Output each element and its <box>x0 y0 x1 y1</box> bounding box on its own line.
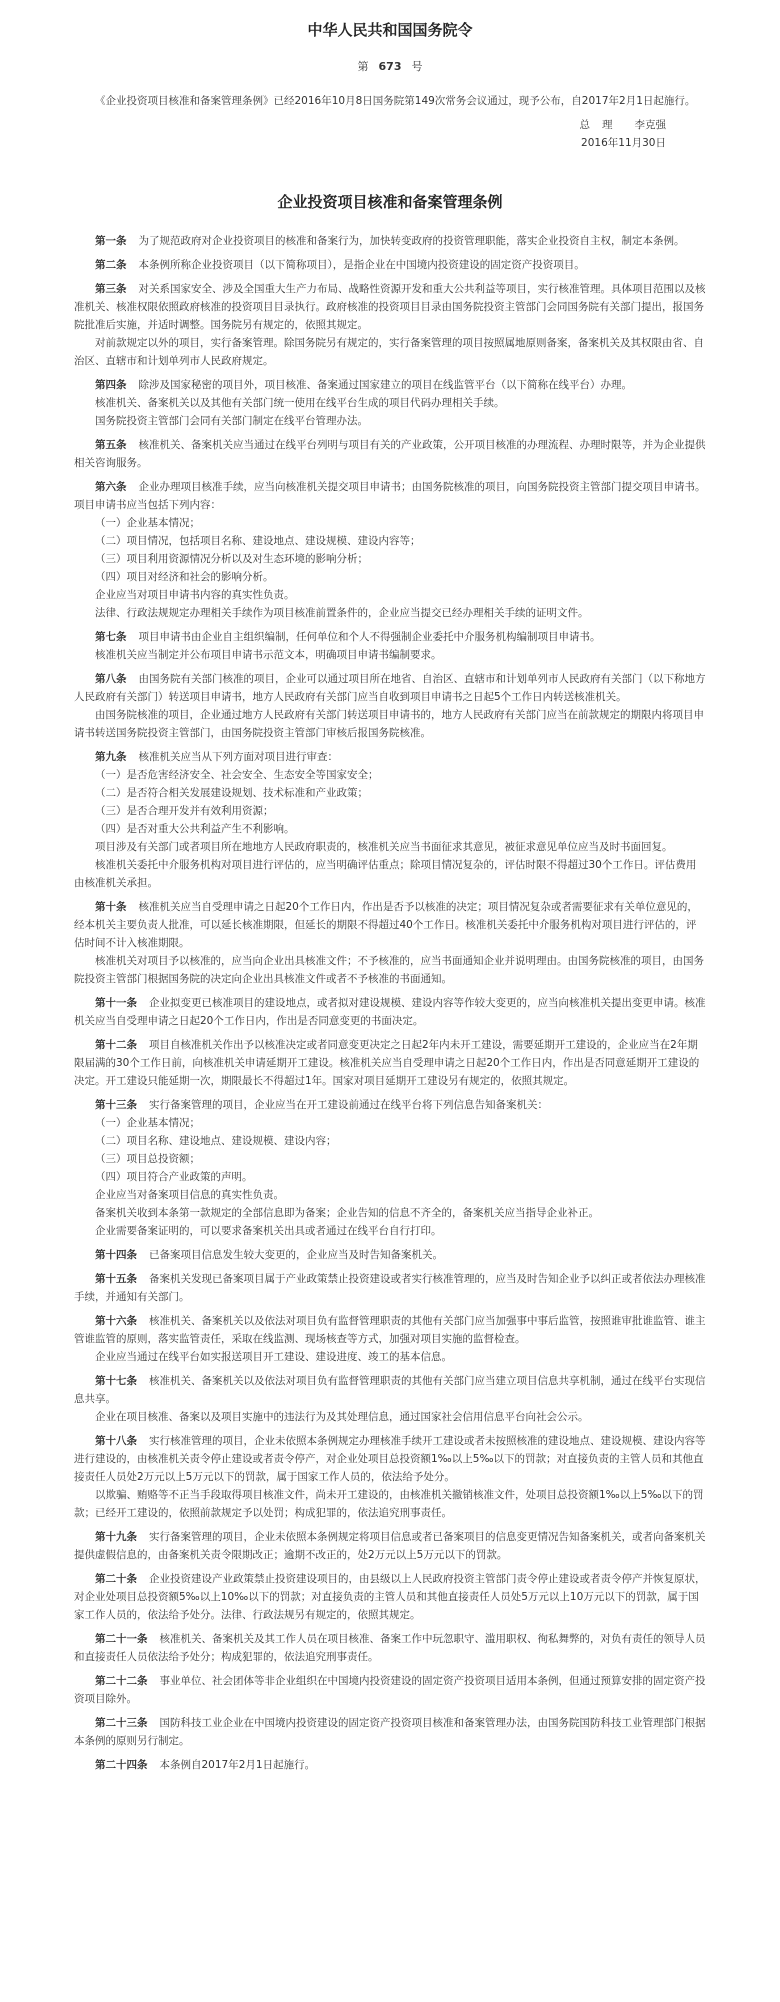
article-text: 备案机关发现已备案项目属于产业政策禁止投资建设或者实行核准管理的，应当及时告知企业予以纠正或者依法办理核准手续，并通知有关部门。 <box>74 1273 706 1303</box>
article-paragraph <box>74 748 706 766</box>
article-paragraph <box>74 1672 706 1708</box>
article-paragraph <box>74 1246 706 1264</box>
article-paragraph <box>74 1528 706 1564</box>
article-subparagraph <box>74 1186 706 1204</box>
article-text: （二）是否符合相关发展建设规划、技术标准和产业政策； <box>95 787 368 799</box>
article-text: 事业单位、社会团体等非企业组织在中国境内投资建设的固定资产投资项目适用本条例，但通过预算安排的固定资产投资项目除外。 <box>74 1675 706 1705</box>
article-label: 第七条 <box>95 631 127 643</box>
article-label: 第二十二条 <box>95 1675 148 1687</box>
article-text: 核准机关对项目予以核准的，应当向企业出具核准文件；不予核准的，应当书面通知企业并说明理由。由国务院核准的项目，由国务院投资主管部门根据国务院的决定向企业出具核准文件或者不予核准的书面通知。 <box>74 955 704 985</box>
article-subparagraph <box>74 394 706 412</box>
article-text: 法律、行政法规规定办理相关手续作为项目核准前置条件的，企业应当提交已经办理相关手续的证明文件。 <box>95 607 589 619</box>
article-text: （三）项目总投资额； <box>95 1153 200 1165</box>
article-label: 第四条 <box>95 379 127 391</box>
article-paragraph <box>74 898 706 952</box>
article-text: 核准机关应当从下列方面对项目进行审查： <box>138 751 338 763</box>
article-text: 以欺骗、贿赂等不正当手段取得项目核准文件，尚未开工建设的，由核准机关撤销核准文件，处项目总投资额1‰以上5‰以下的罚款；已经开工建设的，依照前款规定予以处罚；构成犯罪的，依法追究刑事责任。 <box>74 1489 704 1519</box>
article-subparagraph <box>74 1114 706 1132</box>
article-text: 项目自核准机关作出予以核准决定或者同意变更决定之日起2年内未开工建设，需要延期开工建设的，企业应当在2年期限届满的30个工作日前，向核准机关申请延期开工建设。核准机关应当自受理申请之日起20个工作日内，作出是否同意延期开工建设的决定。开工建设只能延期一次，期限最长不得超过1年。国家对项目延期开工建设另有规定的，依照其规定。 <box>74 1039 700 1087</box>
article-paragraph <box>74 1570 706 1624</box>
article-paragraph <box>74 478 706 514</box>
article-paragraph <box>74 232 706 250</box>
article-text: 企业拟变更已核准项目的建设地点，或者拟对建设规模、建设内容等作较大变更的，应当向核准机关提出变更申请。核准机关应当自受理申请之日起20个工作日内，作出是否同意变更的书面决定。 <box>74 997 706 1027</box>
article-subparagraph <box>74 706 706 742</box>
article-label: 第九条 <box>95 751 127 763</box>
article-paragraph <box>74 1432 706 1486</box>
article-paragraph <box>74 670 706 706</box>
article-label: 第三条 <box>95 283 127 295</box>
signature-line <box>74 116 706 134</box>
article-text: 企业办理项目核准手续，应当向核准机关提交项目申请书；由国务院核准的项目，向国务院投资主管部门提交项目申请书。项目申请书应当包括下列内容： <box>74 481 706 511</box>
article-paragraph <box>74 1372 706 1408</box>
article-text: 为了规范政府对企业投资项目的核准和备案行为，加快转变政府的投资管理职能，落实企业投资自主权，制定本条例。 <box>138 235 685 247</box>
article-text: （三）项目利用资源情况分析以及对生态环境的影响分析； <box>95 553 368 565</box>
article-text: 本条例自2017年2月1日起施行。 <box>159 1759 316 1771</box>
article-label: 第二十条 <box>95 1573 137 1585</box>
article-text: 企业在项目核准、备案以及项目实施中的违法行为及其处理信息，通过国家社会信用信息平台向社会公示。 <box>95 1411 589 1423</box>
article-text: （三）是否合理开发并有效利用资源； <box>95 805 274 817</box>
article-label: 第十五条 <box>95 1273 137 1285</box>
article-subparagraph <box>74 1132 706 1150</box>
article-label: 第二条 <box>95 259 127 271</box>
article-text: 核准机关应当自受理申请之日起20个工作日内，作出是否予以核准的决定；项目情况复杂或者需要征求有关单位意见的，经本机关主要负责人批准，可以延长核准期限，但延长的期限不得超过40个工作日。核准机关委托中介服务机构对项目进行评估的，评估时间不计入核准期限。 <box>74 901 698 949</box>
signer-role: 总理 <box>579 119 625 131</box>
article-text: 核准机关、备案机关及其工作人员在项目核准、备案工作中玩忽职守、滥用职权、徇私舞弊的，对负有责任的领导人员和直接责任人员依法给予处分；构成犯罪的，依法追究刑事责任。 <box>74 1633 706 1663</box>
article-subparagraph <box>74 550 706 568</box>
article-subparagraph <box>74 838 706 856</box>
article-label: 第一条 <box>95 235 127 247</box>
article-text: 企业投资建设产业政策禁止投资建设项目的，由县级以上人民政府投资主管部门责令停止建设或者责令停产并恢复原状，对企业处项目总投资额5‰以上10‰以下的罚款；对直接负责的主管人员和其他直接责任人员处5万元以上10万元以下的罚款，属于国家工作人员的，依法给予处分。法律、行政法规另有规定的，依照其规定。 <box>74 1573 706 1621</box>
article-subparagraph <box>74 1486 706 1522</box>
article-subparagraph <box>74 1204 706 1222</box>
order-number <box>74 58 706 76</box>
article-subparagraph <box>74 856 706 892</box>
article-text: （一）是否危害经济安全、社会安全、生态安全等国家安全； <box>95 769 379 781</box>
article-text: 实行核准管理的项目，企业未依照本条例规定办理核准手续开工建设或者未按照核准的建设地点、建设规模、建设内容等进行建设的，由核准机关责令停止建设或者责令停产，对企业处项目总投资额1‰以上5‰以下的罚款；对直接负责的主管人员和其他直接责任人员处2万元以上5万元以下的罚款，属于国家工作人员的，依法给予处分。 <box>74 1435 706 1483</box>
article-text: 核准机关、备案机关以及依法对项目负有监督管理职责的其他有关部门应当建立项目信息共享机制，通过在线平台实现信息共享。 <box>74 1375 706 1405</box>
article-text: 核准机关、备案机关应当通过在线平台列明与项目有关的产业政策，公开项目核准的办理流程、办理时限等，并为企业提供相关咨询服务。 <box>74 439 706 469</box>
article-text: 实行备案管理的项目，企业未依照本条例规定将项目信息或者已备案项目的信息变更情况告知备案机关，或者向备案机关提供虚假信息的，由备案机关责令限期改正；逾期不改正的，处2万元以上5万元以下的罚款。 <box>74 1531 706 1561</box>
article-subparagraph <box>74 952 706 988</box>
article-label: 第十一条 <box>95 997 137 1009</box>
article-paragraph <box>74 1312 706 1348</box>
article-subparagraph <box>74 1348 706 1366</box>
article-text: 企业应当对备案项目信息的真实性负责。 <box>95 1189 284 1201</box>
article-text: 核准机关委托中介服务机构对项目进行评估的，应当明确评估重点；除项目情况复杂的，评估时限不得超过30个工作日。评估费用由核准机关承担。 <box>74 859 697 889</box>
article-paragraph <box>74 1036 706 1090</box>
article-paragraph <box>74 1630 706 1666</box>
order-number-suffix: 号 <box>411 60 423 73</box>
article-subparagraph <box>74 586 706 604</box>
article-label: 第十四条 <box>95 1249 137 1261</box>
article-subparagraph <box>74 1168 706 1186</box>
article-paragraph <box>74 256 706 274</box>
article-paragraph <box>74 280 706 334</box>
article-label: 第八条 <box>95 673 127 685</box>
article-subparagraph <box>74 568 706 586</box>
article-text: 企业应当通过在线平台如实报送项目开工建设、建设进度、竣工的基本信息。 <box>95 1351 452 1363</box>
article-label: 第十六条 <box>95 1315 137 1327</box>
article-text: 备案机关收到本条第一款规定的全部信息即为备案；企业告知的信息不齐全的，备案机关应当指导企业补正。 <box>95 1207 599 1219</box>
article-subparagraph <box>74 784 706 802</box>
article-text: 已备案项目信息发生较大变更的，企业应当及时告知备案机关。 <box>149 1249 443 1261</box>
article-text: 核准机关、备案机关以及其他有关部门统一使用在线平台生成的项目代码办理相关手续。 <box>95 397 505 409</box>
article-subparagraph <box>74 646 706 664</box>
article-text: 核准机关、备案机关以及依法对项目负有监督管理职责的其他有关部门应当加强事中事后监管，按照谁审批谁监管、谁主管谁监管的原则，落实监管责任，采取在线监测、现场核查等方式，加强对项目实施的监督检查。 <box>74 1315 706 1345</box>
article-label: 第十八条 <box>95 1435 137 1447</box>
article-text: 项目申请书由企业自主组织编制，任何单位和个人不得强制企业委托中介服务机构编制项目申请书。 <box>138 631 601 643</box>
article-text: （四）项目对经济和社会的影响分析。 <box>95 571 274 583</box>
article-subparagraph <box>74 412 706 430</box>
article-text: （四）是否对重大公共利益产生不利影响。 <box>95 823 295 835</box>
article-paragraph <box>74 1096 706 1114</box>
article-text: （一）企业基本情况； <box>95 1117 200 1129</box>
article-text: （二）项目名称、建设地点、建设规模、建设内容； <box>95 1135 337 1147</box>
signer-name: 李克强 <box>634 119 666 131</box>
article-label: 第五条 <box>95 439 127 451</box>
article-label: 第十七条 <box>95 1375 137 1387</box>
article-text: 实行备案管理的项目，企业应当在开工建设前通过在线平台将下列信息告知备案机关： <box>149 1099 548 1111</box>
article-text: 由国务院核准的项目，企业通过地方人民政府有关部门转送项目申请书的，地方人民政府有关部门应当在前款规定的期限内将项目申请书转送国务院投资主管部门，由国务院投资主管部门审核后报国务院核准。 <box>74 709 704 739</box>
article-text: 由国务院有关部门核准的项目，企业可以通过项目所在地省、自治区、直辖市和计划单列市人民政府有关部门（以下称地方人民政府有关部门）转送项目申请书，地方人民政府有关部门应当自收到项目申请书之日起5个工作日内转送核准机关。 <box>74 673 706 703</box>
article-text: 对关系国家安全、涉及全国重大生产力布局、战略性资源开发和重大公共利益等项目，实行核准管理。具体项目范围以及核准机关、核准权限依照政府核准的投资项目目录执行。政府核准的投资项目目录由国务院投资主管部门会同国务院有关部门提出，报国务院批准后实施，并适时调整。国务院另有规定的，依照其规定。 <box>74 283 706 331</box>
article-text: 本条例所称企业投资项目（以下简称项目），是指企业在中国境内投资建设的固定资产投资项目。 <box>138 259 585 271</box>
article-text: 国务院投资主管部门会同有关部门制定在线平台管理办法。 <box>95 415 368 427</box>
article-subparagraph <box>74 514 706 532</box>
article-paragraph <box>74 376 706 394</box>
article-text: 除涉及国家秘密的项目外，项目核准、备案通过国家建立的项目在线监管平台（以下简称在线平台）办理。 <box>138 379 632 391</box>
article-subparagraph <box>74 1222 706 1240</box>
article-label: 第二十四条 <box>95 1759 148 1771</box>
article-subparagraph <box>74 1408 706 1426</box>
article-paragraph <box>74 1756 706 1774</box>
article-label: 第十九条 <box>95 1531 137 1543</box>
article-subparagraph <box>74 532 706 550</box>
article-text: （一）企业基本情况； <box>95 517 200 529</box>
article-text: 企业需要备案证明的，可以要求备案机关出具或者通过在线平台自行打印。 <box>95 1225 442 1237</box>
article-subparagraph <box>74 802 706 820</box>
article-text: 国防科技工业企业在中国境内投资建设的固定资产投资项目核准和备案管理办法，由国务院国防科技工业管理部门根据本条例的原则另行制定。 <box>74 1717 706 1747</box>
article-text: 核准机关应当制定并公布项目申请书示范文本，明确项目申请书编制要求。 <box>95 649 442 661</box>
article-text: （二）项目情况，包括项目名称、建设地点、建设规模、建设内容等； <box>95 535 421 547</box>
article-paragraph <box>74 994 706 1030</box>
article-subparagraph <box>74 604 706 622</box>
regulation-title: 企业投资项目核准和备案管理条例 <box>277 193 503 211</box>
order-title: 中华人民共和国国务院令 <box>307 21 473 39</box>
article-text: 对前款规定以外的项目，实行备案管理。除国务院另有规定的，实行备案管理的项目按照属地原则备案，备案机关及其权限由省、自治区、直辖市和计划单列市人民政府规定。 <box>74 337 704 367</box>
article-paragraph <box>74 1714 706 1750</box>
article-paragraph <box>74 628 706 646</box>
regulation-body <box>74 232 706 1774</box>
order-number-value: 673 <box>378 60 402 73</box>
article-paragraph <box>74 1270 706 1306</box>
article-label: 第二十一条 <box>95 1633 148 1645</box>
article-label: 第二十三条 <box>95 1717 148 1729</box>
order-number-prefix: 第 <box>357 60 369 73</box>
article-subparagraph <box>74 766 706 784</box>
article-label: 第十二条 <box>95 1039 137 1051</box>
article-label: 第十条 <box>95 901 127 913</box>
signature-date: 2016年11月30日 <box>581 137 666 149</box>
article-subparagraph <box>74 334 706 370</box>
article-text: 项目涉及有关部门或者项目所在地地方人民政府职责的，核准机关应当书面征求其意见，被征求意见单位应当及时书面回复。 <box>95 841 673 853</box>
article-paragraph <box>74 436 706 472</box>
promulgation-text: 《企业投资项目核准和备案管理条例》已经2016年10月8日国务院第149次常务会议通过，现予公布，自2017年2月1日起施行。 <box>95 95 696 107</box>
article-subparagraph <box>74 820 706 838</box>
article-text: （四）项目符合产业政策的声明。 <box>95 1171 253 1183</box>
article-text: 企业应当对项目申请书内容的真实性负责。 <box>95 589 295 601</box>
article-label: 第十三条 <box>95 1099 137 1111</box>
article-subparagraph <box>74 1150 706 1168</box>
article-label: 第六条 <box>95 481 127 493</box>
